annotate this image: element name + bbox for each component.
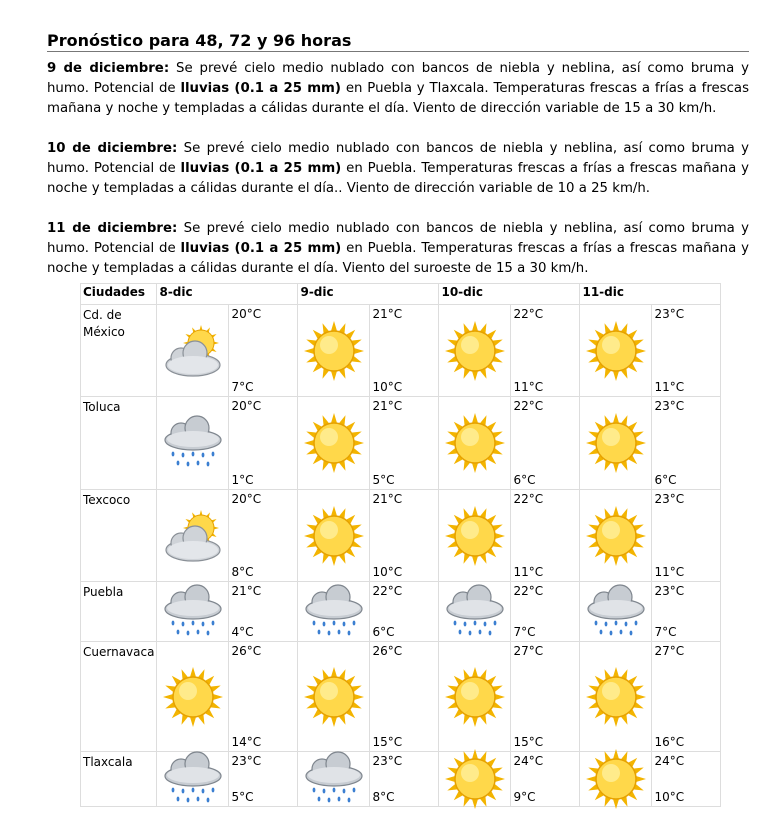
rain-amount: lluvias (0.1 a 25 mm) [180, 160, 342, 176]
temperature-cell [511, 397, 580, 490]
weather-icon-cell [439, 582, 511, 642]
max-temperature: 22°C [513, 492, 544, 506]
min-temperature: 5°C [231, 790, 254, 804]
min-temperature: 4°C [231, 625, 254, 639]
min-temperature: 16°C [654, 735, 685, 749]
temperature-cell [652, 397, 721, 490]
table-row [81, 642, 721, 752]
city-name: Tlaxcala [81, 752, 157, 807]
min-temperature: 6°C [372, 625, 395, 639]
min-temperature: 11°C [654, 565, 685, 579]
max-temperature: 27°C [654, 644, 685, 658]
forecast-text: en Puebla. Temperaturas frescas a frías a frescas mañana y noche y templadas a cálidas durante el día. Viento del suroeste de 15 a 30 km/h. [47, 240, 750, 276]
table-header-row [81, 284, 721, 305]
min-temperature: 11°C [654, 380, 685, 394]
weather-icon-cell [298, 305, 370, 397]
rain-amount: lluvias (0.1 a 25 mm) [180, 80, 341, 96]
min-temperature: 10°C [372, 565, 403, 579]
city-name: Puebla [81, 582, 157, 642]
max-temperature: 26°C [231, 644, 262, 658]
max-temperature: 20°C [231, 307, 262, 321]
temperature-cell [229, 490, 298, 582]
temperature-cell [511, 642, 580, 752]
temperature-cell [370, 752, 439, 807]
max-temperature: 22°C [513, 307, 544, 321]
min-temperature: 10°C [372, 380, 403, 394]
forecast-text: en Puebla y Tlaxcala. Temperaturas frescas a frías a frescas mañana y noche y templadas a cálidas durante el día. Viento de dirección variable de 15 a 30 km/h. [47, 80, 750, 116]
max-temperature: 27°C [513, 644, 544, 658]
header-day: 11-dic [580, 284, 721, 305]
table-row [81, 490, 721, 582]
max-temperature: 24°C [654, 754, 685, 768]
temperature-cell [370, 642, 439, 752]
weather-icon-cell [157, 305, 229, 397]
header-day: 9-dic [298, 284, 439, 305]
max-temperature: 21°C [372, 399, 403, 413]
min-temperature: 15°C [372, 735, 403, 749]
forecast-paragraph [47, 219, 749, 278]
temperature-cell [511, 305, 580, 397]
weather-icon-cell [580, 490, 652, 582]
max-temperature: 23°C [372, 754, 403, 768]
max-temperature: 26°C [372, 644, 403, 658]
weather-icon-cell [580, 305, 652, 397]
min-temperature: 7°C [231, 380, 254, 394]
max-temperature: 23°C [654, 584, 685, 598]
weather-icon-cell [439, 305, 511, 397]
table-row [81, 397, 721, 490]
weather-icon-cell [298, 752, 370, 807]
temperature-cell [511, 582, 580, 642]
min-temperature: 11°C [513, 565, 544, 579]
min-temperature: 11°C [513, 380, 544, 394]
weather-icon-cell [298, 490, 370, 582]
temperature-cell [229, 305, 298, 397]
temperature-cell [370, 490, 439, 582]
city-name: Texcoco [81, 490, 157, 582]
table-row [81, 305, 721, 397]
min-temperature: 14°C [231, 735, 262, 749]
max-temperature: 23°C [654, 399, 685, 413]
temperature-cell [370, 305, 439, 397]
forecast-paragraph [47, 139, 749, 198]
city-name: Toluca [81, 397, 157, 490]
city-name: Cd. de México [81, 305, 157, 397]
weather-icon-cell [439, 490, 511, 582]
weather-icon-cell [157, 490, 229, 582]
weather-icon-cell [580, 642, 652, 752]
min-temperature: 8°C [372, 790, 395, 804]
min-temperature: 9°C [513, 790, 536, 804]
temperature-cell [652, 582, 721, 642]
weather-icon-cell [439, 752, 511, 807]
max-temperature: 23°C [654, 307, 685, 321]
weather-icon-cell [157, 397, 229, 490]
weather-icon-cell [157, 582, 229, 642]
weather-icon-cell [580, 752, 652, 807]
forecast-text: Se prevé cielo medio nublado con bancos de niebla y neblina, así como bruma y humo. Potencial de [47, 141, 750, 176]
max-temperature: 23°C [654, 492, 685, 506]
min-temperature: 1°C [231, 473, 254, 487]
max-temperature: 22°C [513, 399, 544, 413]
temperature-cell [511, 490, 580, 582]
max-temperature: 20°C [231, 492, 262, 506]
temperature-cell [652, 305, 721, 397]
min-temperature: 15°C [513, 735, 544, 749]
max-temperature: 21°C [231, 584, 262, 598]
min-temperature: 8°C [231, 565, 254, 579]
table-row [81, 752, 721, 807]
header-day: 10-dic [439, 284, 580, 305]
min-temperature: 6°C [513, 473, 536, 487]
weather-icon-cell [439, 642, 511, 752]
max-temperature: 21°C [372, 492, 403, 506]
max-temperature: 21°C [372, 307, 403, 321]
forecast-text: en Puebla. Temperaturas frescas a frías a frescas mañana y noche y templadas a cálidas durante el día.. Viento de dirección variable de 10 a 25 km/h. [47, 160, 750, 196]
weather-icon-cell [157, 642, 229, 752]
temperature-cell [229, 642, 298, 752]
forecast-text: Se prevé cielo medio nublado con bancos de niebla y neblina, así como bruma y humo. Potencial de [47, 61, 749, 96]
min-temperature: 6°C [654, 473, 677, 487]
city-name: Cuernavaca [81, 642, 157, 752]
forecast-date: 10 de diciembre: [47, 141, 178, 156]
temperature-cell [370, 582, 439, 642]
min-temperature: 7°C [654, 625, 677, 639]
page-title: Pronóstico para 48, 72 y 96 horas [47, 31, 749, 52]
weather-icon-cell [439, 397, 511, 490]
weather-icon-cell [298, 582, 370, 642]
min-temperature: 5°C [372, 473, 395, 487]
forecast-date: 9 de diciembre: [47, 61, 170, 76]
min-temperature: 7°C [513, 625, 536, 639]
temperature-cell [511, 752, 580, 807]
weather-icon-cell [580, 397, 652, 490]
weather-icon-cell [298, 642, 370, 752]
temperature-cell [229, 397, 298, 490]
max-temperature: 20°C [231, 399, 262, 413]
forecast-date: 11 de diciembre: [47, 221, 178, 236]
temperature-cell [652, 490, 721, 582]
rain-amount: lluvias (0.1 a 25 mm) [180, 240, 342, 256]
temperature-cell [229, 752, 298, 807]
header-cities: Ciudades [81, 284, 157, 305]
forecast-paragraph [47, 59, 749, 118]
weather-icon-cell [298, 397, 370, 490]
max-temperature: 22°C [513, 584, 544, 598]
forecast-table [80, 283, 721, 807]
temperature-cell [229, 582, 298, 642]
forecast-text: Se prevé cielo medio nublado con bancos de niebla y neblina, así como bruma y humo. Potencial de [47, 221, 750, 256]
temperature-cell [652, 752, 721, 807]
header-day: 8-dic [157, 284, 298, 305]
max-temperature: 24°C [513, 754, 544, 768]
min-temperature: 10°C [654, 790, 685, 804]
weather-icon-cell [580, 582, 652, 642]
temperature-cell [652, 642, 721, 752]
table-row [81, 582, 721, 642]
max-temperature: 22°C [372, 584, 403, 598]
temperature-cell [370, 397, 439, 490]
max-temperature: 23°C [231, 754, 262, 768]
weather-icon-cell [157, 752, 229, 807]
